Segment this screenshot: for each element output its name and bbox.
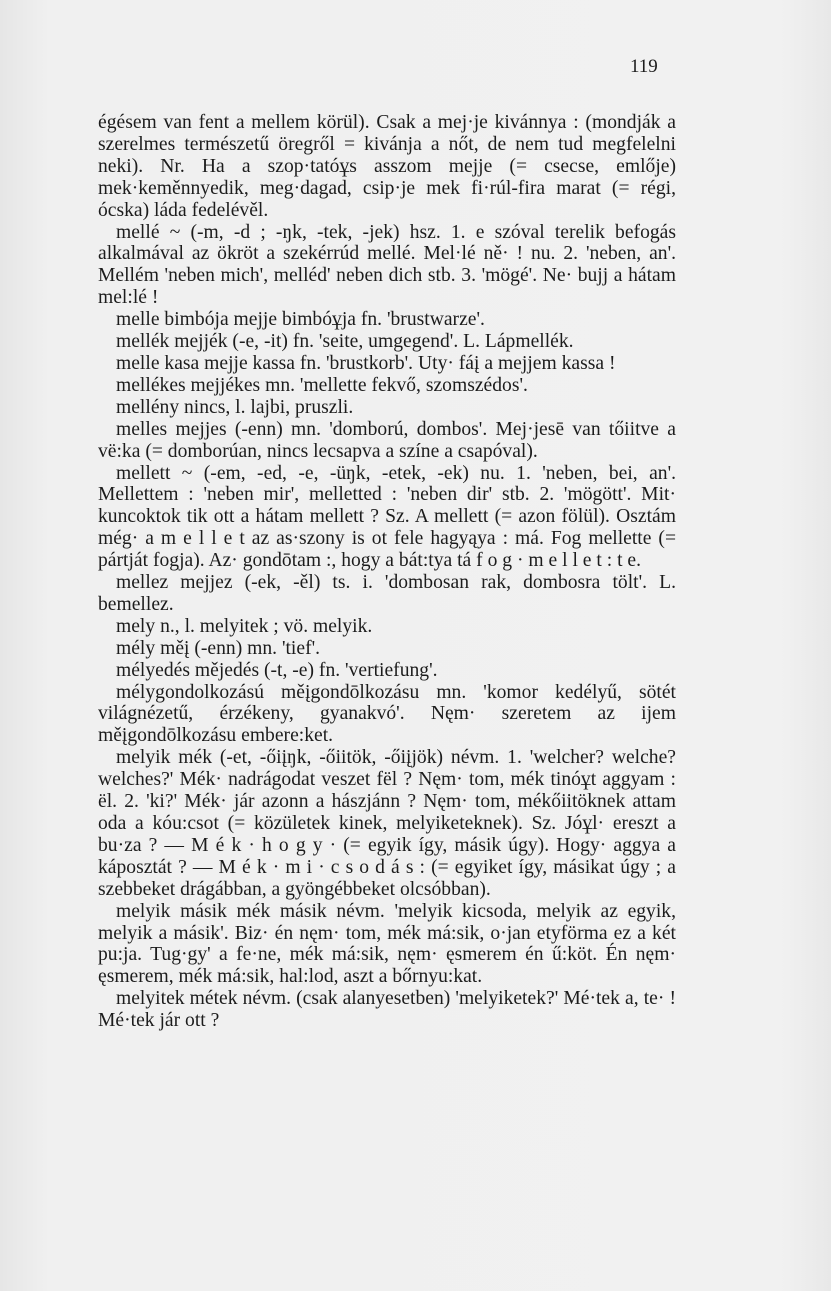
entry-melyedes: mélyedés mějedés (-t, -e) fn. 'vertiefung'. — [116, 659, 438, 681]
entry-melyitek: melyitek métek névm. (csak alanyesetben) 'melyiketek?' Mé·tek a, te· ! Mé·tek jár ott ? — [98, 988, 676, 1032]
entry-mellekes: mellékes mejjékes mn. 'mellette fekvő, szomszédos'. — [116, 374, 528, 396]
page-number: 119 — [630, 56, 658, 77]
entry-melle-kasa: melle kasa mejje kassa fn. 'brustkorb'. Uty· fáį a mejjem kassa ! — [116, 352, 616, 374]
entry-melyik-masik: melyik másik mék másik névm. 'melyik kicsoda, melyik az egyik, melyik a másik'. Biz· én nęm· tom, mék má:sik, o·jan etyförma ez a két pu:ja. Tug·gy' a fe·ne, mék má:sik, nęm· ęsmerem én ű:köt. Én nęm· ęsmerem, mék má:sik, hal:lod, aszt a bőrnyu:kat. — [98, 900, 676, 988]
entry-mellek: mellék mejjék (-e, -it) fn. 'seite, umgegend'. L. Lápmellék. — [116, 331, 574, 353]
entry-melleny: mellény nincs, l. lajbi, pruszli. — [116, 396, 354, 418]
entry-melyik: melyik mék (-et, -őiįŋk, -őiitök, -őiįjök) névm. 1. 'welcher? welche? welches?' Mék· nadrágodat veszet fël ? Nęm· tom, mék tinóұt aggyam : ël. 2. 'ki?' Mék· jár azonn a hászjánn ? Nęm· tom, mékőiitöknek attam oda a kóu:csot (= közületek kinek, melyiketeknek). Sz. Jóұl· ereszt a bu·za ? — M é k · h o g y · (= egyik így, másik úgy). Hogy· aggya a káposztát ? — M é k · m i · c s o d á s : (= egyiket így, másikat úgy ; a szebbeket drágábban, a gyöngébbeket olcsóbban). — [98, 747, 676, 900]
entry-continuation: égésem van fent a mellem körül). Csak a mej·je kivánnya : (mondják a szerelmes természetű öregről = kivánja a nőt, de nem tud megfelelni neki). Nr. Ha a szop·tatóұs asszom mejje (= csecse, emlője) mek·keměnnyedik, meg·dagad, csip·je mek fi·rúl-fira marat (= régi, ócska) láda fedelévěl. — [98, 112, 676, 221]
entry-melle: mellé ~ (-m, -d ; -ŋk, -tek, -jek) hsz. 1. e szóval terelik befogás alkalmával az ökröt a szekérrúd mellé. Mel·lé ně· ! nu. 2. 'neben, an'. Mellém 'neben mich', melléd' neben dich stb. 3. 'mögé'. Ne· bujj a hátam mel:lé ! — [98, 221, 676, 309]
entry-mely-tief: mély měį (-enn) mn. 'tief'. — [116, 637, 321, 659]
entry-mely: mely n., l. melyitek ; vö. melyik. — [116, 615, 373, 637]
page-body — [98, 112, 676, 1032]
entry-melles: melles mejjes (-enn) mn. 'domború, dombos'. Mej·jesē van tőiitve a vë:ka (= domborúan, nincs lecsapva a színe a csapóval). — [98, 418, 676, 462]
entry-mellez: mellez mejjez (-ek, -ěl) ts. i. 'dombosan rak, dombosra tölt'. L. bemellez. — [98, 572, 676, 615]
entry-mellett: mellett ~ (-em, -ed, -e, -üŋk, -etek, -ek) nu. 1. 'neben, bei, an'. Mellettem : 'neben mir', melletted : 'neben dir' stb. 2. 'mögött'. Mit· kuncoktok tik ott a hátam mellett ? Sz. A mellett (= azon fölül). Osztám még· a m e l l e t az as·szony is ot fele hagyąya : má. Fog mellette (= pártját fogja). Az· gondōtam :, hogy a bát:tya tá f o g · m e l l e t : t e. — [98, 462, 676, 572]
entry-melle-bimboja: melle bimbója mejje bimbóұja fn. 'brustwarze'. — [116, 309, 485, 331]
entry-melygondolkozasu: mélygondolkozású měįgondōlkozásu mn. 'komor kedélyű, sötét világnézetű, érzékeny, gyanakvó'. Nęm· szeretem az ijem měįgondōlkozásu embere:ket. — [98, 681, 676, 747]
